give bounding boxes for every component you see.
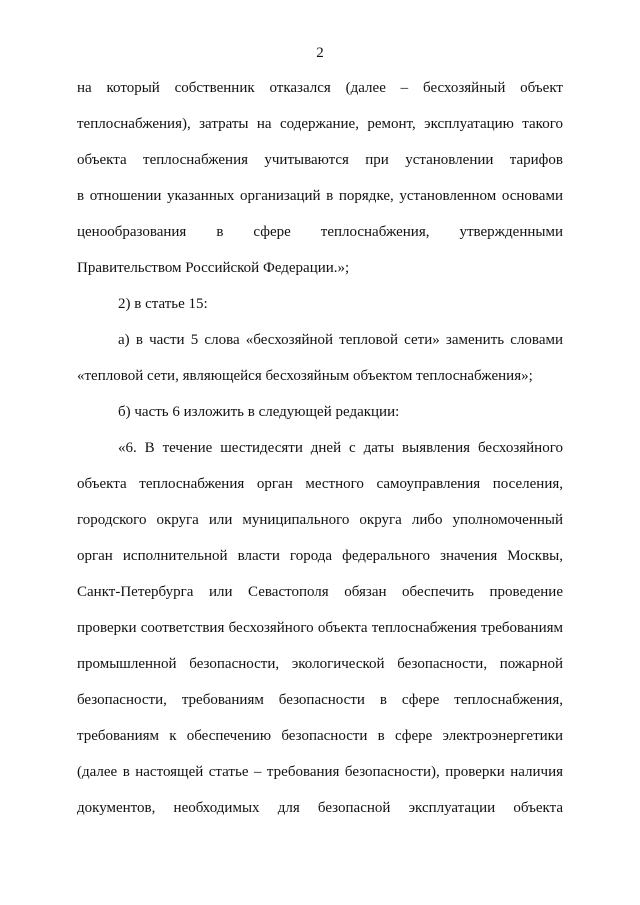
text-line: теплоснабжения), затраты на содержание, ремонт, эксплуатацию такого [77, 116, 563, 132]
text-line: документов, необходимых для безопасной эксплуатации объекта [77, 800, 563, 816]
text-line: 2) в статье 15: [118, 296, 208, 312]
text-line: объекта теплоснабжения орган местного самоуправления поселения, [77, 476, 563, 492]
text-line: а) в части 5 слова «бесхозяйной тепловой сети» заменить словами [118, 332, 563, 348]
text-line: проверки соответствия бесхозяйного объекта теплоснабжения требованиям [77, 620, 563, 636]
text-line: городского округа или муниципального округа либо уполномоченный [77, 512, 563, 528]
text-line: Санкт-Петербурга или Севастополя обязан обеспечить проведение [77, 584, 563, 600]
text-line: безопасности, требованиям безопасности в сфере теплоснабжения, [77, 692, 563, 708]
text-line: (далее в настоящей статье – требования безопасности), проверки наличия [77, 764, 563, 780]
text-line: б) часть 6 изложить в следующей редакции: [118, 404, 400, 420]
page-number: 2 [316, 45, 324, 61]
text-line: орган исполнительной власти города федерального значения Москвы, [77, 548, 563, 564]
text-line: в отношении указанных организаций в порядке, установленном основами [77, 188, 563, 204]
text-line: «6. В течение шестидесяти дней с даты выявления бесхозяйного [118, 440, 563, 456]
text-line: промышленной безопасности, экологической безопасности, пожарной [77, 656, 563, 672]
text-line: объекта теплоснабжения учитываются при установлении тарифов [77, 152, 563, 168]
text-line: ценообразования в сфере теплоснабжения, утвержденными [77, 224, 563, 240]
text-line: требованиям к обеспечению безопасности в сфере электроэнергетики [77, 728, 563, 744]
text-line: на который собственник отказался (далее – бесхозяйный объект [77, 80, 563, 96]
text-line: «тепловой сети, являющейся бесхозяйным объектом теплоснабжения»; [77, 368, 533, 384]
text-line: Правительством Российской Федерации.»; [77, 260, 350, 276]
